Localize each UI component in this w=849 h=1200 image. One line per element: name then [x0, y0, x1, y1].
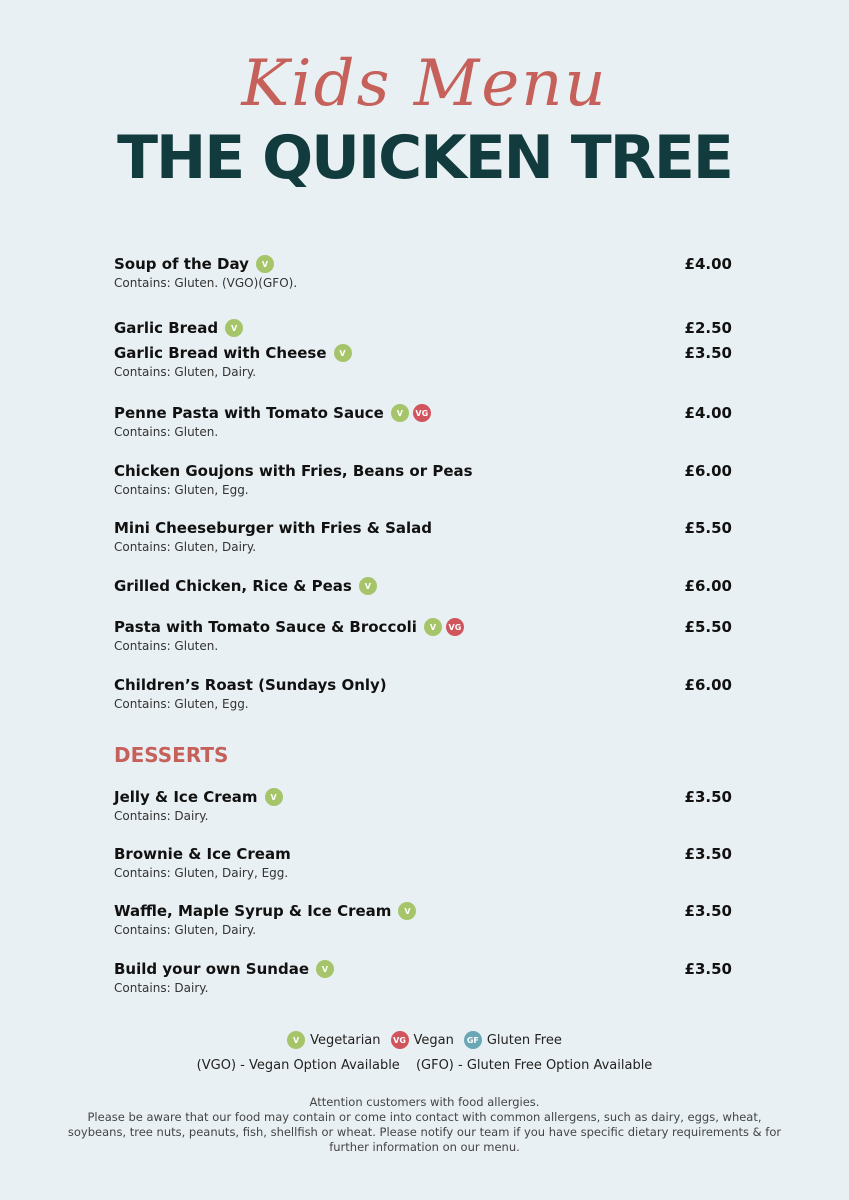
option-key [0, 1058, 849, 1073]
menu-item [114, 959, 732, 996]
menu-item-name: Build your own Sundae [114, 960, 309, 978]
menu-item-name: Soup of the Day [114, 255, 249, 273]
vegetarian-badge-icon: V [316, 960, 334, 978]
menu-item-price: £4.00 [684, 255, 732, 273]
menu-item-name-row [114, 901, 732, 921]
menu-item-name: Grilled Chicken, Rice & Peas [114, 577, 352, 595]
vegetarian-badge-icon: V [359, 577, 377, 595]
menu-item-price: £6.00 [684, 577, 732, 595]
menu-item-name-row [114, 254, 732, 274]
menu-item [114, 901, 732, 938]
menu-item [114, 403, 732, 440]
menu-item-allergens: Contains: Gluten. [114, 639, 219, 653]
legend-label: Vegan [413, 1032, 454, 1048]
menu-item-price: £5.50 [684, 618, 732, 636]
menu-item [114, 617, 732, 654]
menu-item-name: Mini Cheeseburger with Fries & Salad [114, 519, 433, 537]
restaurant-title: THE QUICKEN TREE [117, 123, 732, 193]
vgo-option-text: (VGO) - Vegan Option Available [196, 1058, 400, 1073]
kids-menu-script-title: Kids Menu [241, 47, 608, 121]
legend-entry [391, 1031, 454, 1049]
menu-item-name: Brownie & Ice Cream [114, 845, 291, 863]
legend-label: Vegetarian [310, 1032, 381, 1048]
menu-item-allergens: Contains: Gluten, Dairy. [114, 540, 257, 554]
menu-item-allergens: Contains: Gluten, Dairy, Egg. [114, 866, 289, 880]
vegetarian-badge-icon: V [265, 788, 283, 806]
menu-item-name: Penne Pasta with Tomato Sauce [114, 404, 384, 422]
vegan-badge-icon: VG [413, 404, 431, 422]
legend-label: Gluten Free [486, 1032, 562, 1048]
menu-item-price: £6.00 [684, 462, 732, 480]
vegetarian-badge-icon: V [391, 404, 409, 422]
menu-item-name: Chicken Goujons with Fries, Beans or Peas [114, 462, 473, 480]
vegetarian-badge-icon: V [424, 618, 442, 636]
menu-item [114, 254, 732, 291]
vegetarian-badge-icon: V [334, 344, 352, 362]
dietary-legend [0, 1031, 849, 1049]
menu-item [114, 518, 732, 555]
menu-item-allergens: Contains: Gluten, Egg. [114, 483, 249, 497]
menu-item-allergens: Contains: Gluten, Egg. [114, 697, 249, 711]
vegan-badge-icon: VG [391, 1031, 409, 1049]
gfo-option-text: (GFO) - Gluten Free Option Available [415, 1058, 653, 1073]
desserts-heading: DESSERTS [114, 743, 229, 767]
menu-item-name-row [114, 461, 732, 481]
menu-item-name-row [114, 343, 732, 363]
menu-item-name: Garlic Bread [114, 319, 219, 337]
menu-item-name: Jelly & Ice Cream [114, 788, 258, 806]
vegetarian-badge-icon: V [225, 319, 243, 337]
menu-item-price: £3.50 [684, 344, 732, 362]
menu-item [114, 576, 732, 596]
allergy-body: Please be aware that our food may contain or come into contact with common allergens, such as dairy, eggs, wheat, soybeans, tree nuts, peanuts, fish, shellfish or wheat. Please notify our team if you have specific dietary requirements & for further information on our menu. [67, 1110, 782, 1154]
menu-item [114, 343, 732, 380]
menu-item-allergens: Contains: Gluten, Dairy. [114, 365, 257, 379]
menu-item [114, 844, 732, 881]
menu-item-name-row [114, 576, 732, 596]
menu-item [114, 675, 732, 712]
menu-item-allergens: Contains: Gluten. (VGO)(GFO). [114, 276, 298, 290]
menu-item-name-row [114, 403, 732, 423]
allergy-heading: Attention customers with food allergies. [309, 1095, 540, 1109]
menu-item-name-row [114, 518, 732, 538]
menu-item-price: £4.00 [684, 404, 732, 422]
menu-item-allergens: Contains: Gluten. [114, 425, 219, 439]
menu-item-allergens: Contains: Dairy. [114, 809, 209, 823]
menu-item [114, 461, 732, 498]
menu-item-price: £3.50 [684, 788, 732, 806]
menu-item-price: £3.50 [684, 960, 732, 978]
menu-item-name-row [114, 675, 732, 695]
menu-item-allergens: Contains: Gluten, Dairy. [114, 923, 257, 937]
menu-item-price: £3.50 [684, 902, 732, 920]
menu-item-name-row [114, 787, 732, 807]
legend-entry [464, 1031, 562, 1049]
menu-item-name-row [114, 844, 732, 864]
menu-item-name: Pasta with Tomato Sauce & Broccoli [114, 618, 417, 636]
menu-item-name-row [114, 617, 732, 637]
vegetarian-badge-icon: V [256, 255, 274, 273]
menu-item-price: £6.00 [684, 676, 732, 694]
menu-item [114, 787, 732, 824]
menu-item-name-row [114, 318, 732, 338]
menu-item [114, 318, 732, 338]
legend-entry [287, 1031, 380, 1049]
menu-item-allergens: Contains: Dairy. [114, 981, 209, 995]
menu-item-name-row [114, 959, 732, 979]
menu-item-name: Garlic Bread with Cheese [114, 344, 327, 362]
vegetarian-badge-icon: V [287, 1031, 305, 1049]
vegetarian-badge-icon: V [398, 902, 416, 920]
menu-item-price: £5.50 [684, 519, 732, 537]
allergy-notice [60, 1095, 789, 1155]
menu-item-price: £3.50 [684, 845, 732, 863]
menu-item-name: Children’s Roast (Sundays Only) [114, 676, 387, 694]
menu-item-price: £2.50 [684, 319, 732, 337]
vegan-badge-icon: VG [446, 618, 464, 636]
menu-item-name: Waffle, Maple Syrup & Ice Cream [114, 902, 392, 920]
gluten-free-badge-icon: GF [464, 1031, 482, 1049]
